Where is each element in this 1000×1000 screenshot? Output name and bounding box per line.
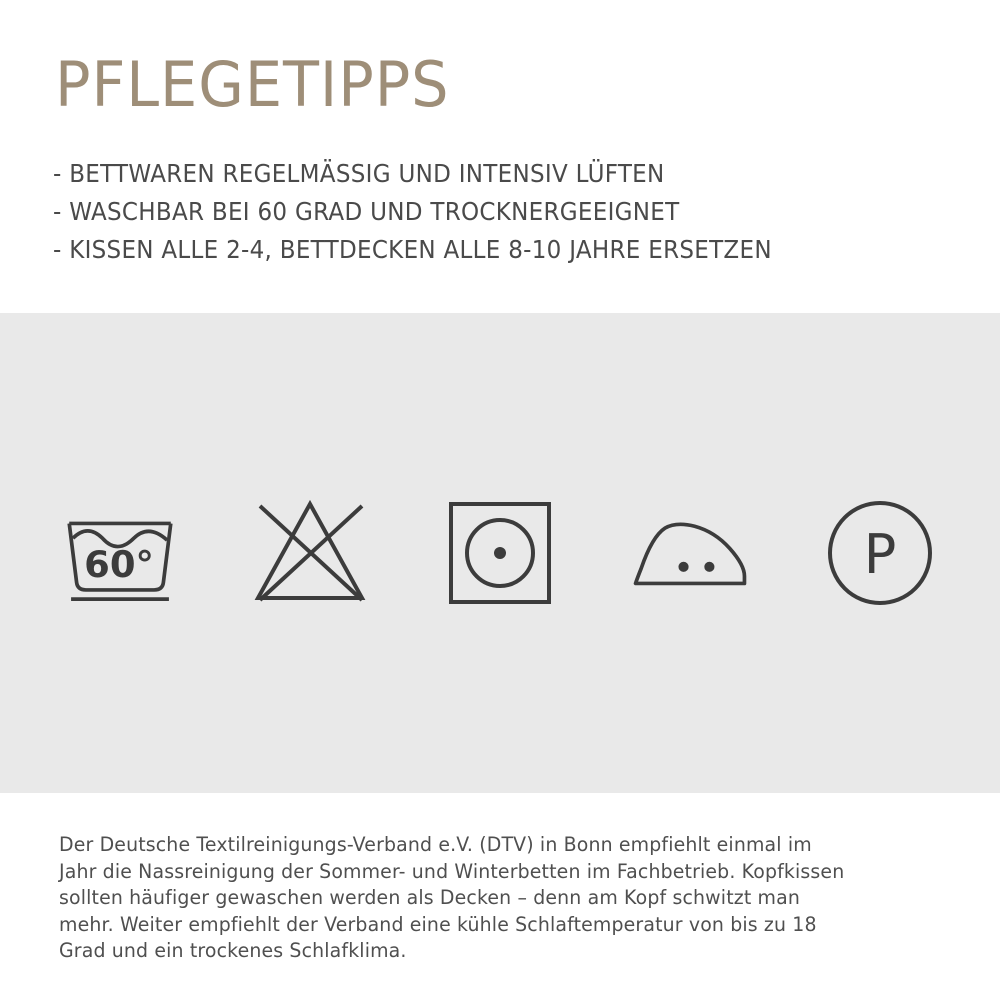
iron-icon [630, 493, 750, 613]
do-not-bleach-icon [250, 493, 370, 613]
header-section [0, 0, 1000, 313]
list-item: - KISSEN ALLE 2-4, BETTDECKEN ALLE 8-10 JAHRE ERSETZEN [53, 235, 772, 264]
svg-text:60°: 60° [84, 543, 154, 586]
list-item: - WASCHBAR BEI 60 GRAD UND TROCKNERGEEIGNET [53, 197, 680, 226]
tumble-dry-icon [440, 493, 560, 613]
page-title: PFLEGETIPPS [55, 48, 450, 121]
care-symbols-band [0, 313, 1000, 793]
professional-cleaning-p-icon [820, 493, 940, 613]
care-tips-list [53, 155, 953, 269]
footer-paragraph: Der Deutsche Textilreinigungs-Verband e.V. (DTV) in Bonn empfiehlt einmal im Jahr die Nassreinigung der Sommer- und Winterbetten im Fachbetrieb. Kopfkissen sollten häufiger gewaschen werden als Decken – denn am Kopf schwitzt man mehr. Weiter empfiehlt der Verband eine kühle Schlaftemperatur von bis zu 18 Grad und ein trockenes Schlafklima. [59, 833, 845, 962]
footer-section [0, 793, 1000, 1000]
list-item: - BETTWAREN REGELMÄSSIG UND INTENSIV LÜFTEN [53, 159, 665, 188]
svg-text:P: P [863, 523, 897, 586]
care-symbols-row [0, 313, 1000, 793]
wash-60-icon [60, 493, 180, 613]
